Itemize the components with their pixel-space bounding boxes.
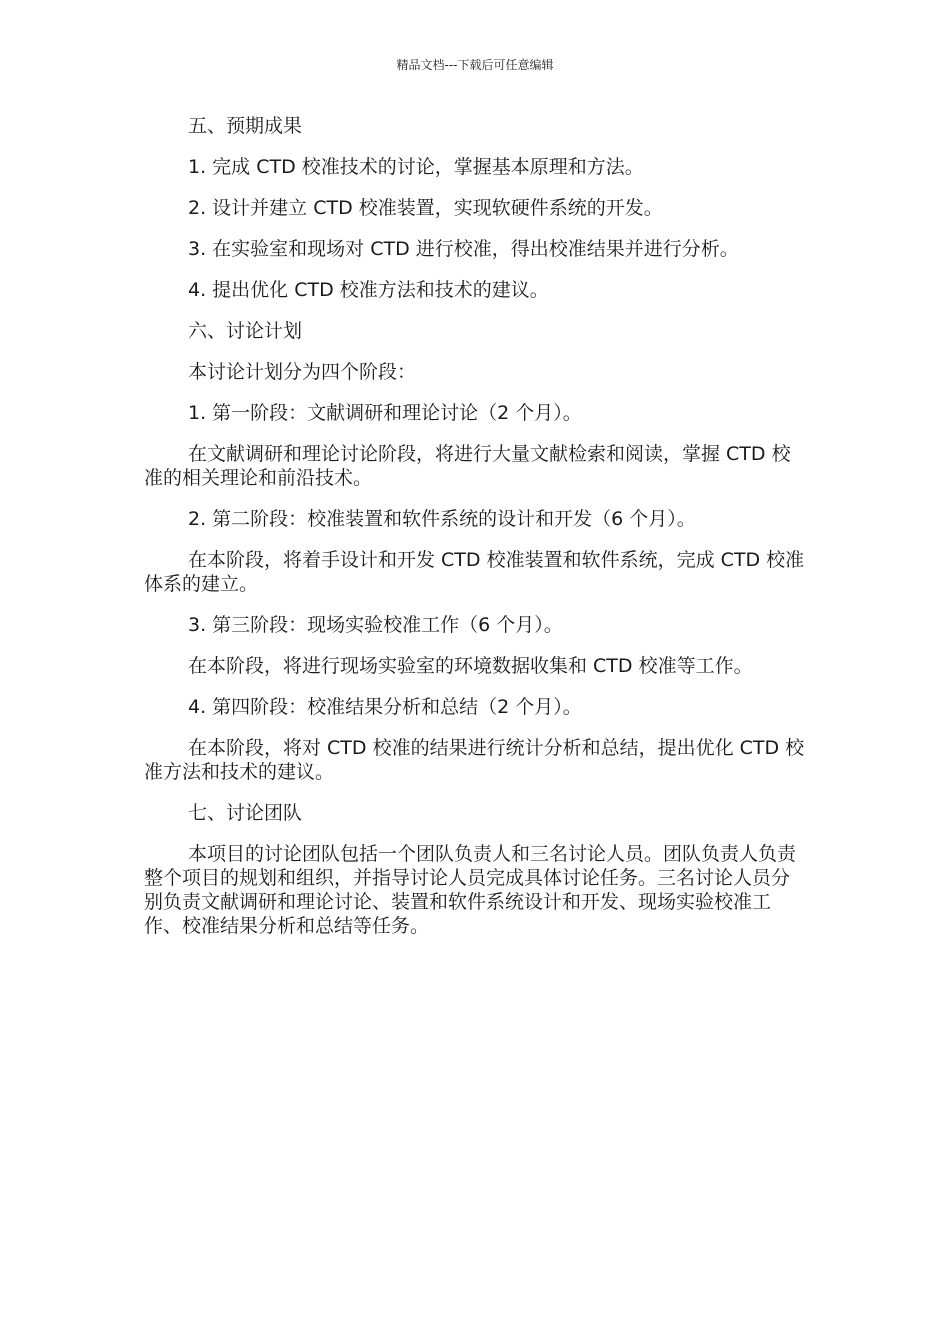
plan-stage-3-title: 3. 第三阶段：现场实验校准工作（6 个月）。 — [188, 614, 563, 636]
list-item-result-4: 4. 提出优化 CTD 校准方法和技术的建议。 — [188, 279, 549, 301]
list-item-result-2: 2. 设计并建立 CTD 校准装置，实现软硬件系统的开发。 — [188, 197, 663, 219]
list-item-result-1: 1. 完成 CTD 校准技术的讨论，掌握基本原理和方法。 — [188, 156, 644, 178]
section-heading-team: 七、讨论团队 — [188, 802, 303, 824]
section-heading-expected-results: 五、预期成果 — [188, 115, 303, 137]
page-header: 精品文档---下载后可任意编辑 — [396, 58, 554, 72]
plan-stage-1-title: 1. 第一阶段：文献调研和理论讨论（2 个月）。 — [188, 402, 582, 424]
team-description: 本项目的讨论团队包括一个团队负责人和三名讨论人员。团队负责人负责整个项目的规划和组织，并指导讨论人员完成具体讨论任务。三名讨论人员分别负责文献调研和理论讨论、装置和软件系统设计和开发、现场实验校准工作、校准结果分析和总结等任务。 — [144, 843, 797, 937]
section-heading-plan: 六、讨论计划 — [188, 320, 303, 342]
list-item-result-3: 3. 在实验室和现场对 CTD 进行校准，得出校准结果并进行分析。 — [188, 238, 739, 260]
plan-stage-4-description: 在本阶段，将对 CTD 校准的结果进行统计分析和总结，提出优化 CTD 校准方法和技术的建议。 — [144, 737, 805, 783]
plan-stage-1-description: 在文献调研和理论讨论阶段，将进行大量文献检索和阅读，掌握 CTD 校准的相关理论和前沿技术。 — [144, 443, 791, 489]
plan-intro: 本讨论计划分为四个阶段： — [188, 361, 417, 383]
plan-stage-2-title: 2. 第二阶段：校准装置和软件系统的设计和开发（6 个月）。 — [188, 508, 696, 530]
plan-stage-4-title: 4. 第四阶段：校准结果分析和总结（2 个月）。 — [188, 696, 582, 718]
document-body — [144, 114, 808, 955]
plan-stage-2-description: 在本阶段，将着手设计和开发 CTD 校准装置和软件系统，完成 CTD 校准体系的建立。 — [144, 549, 805, 595]
plan-stage-3-description: 在本阶段，将进行现场实验室的环境数据收集和 CTD 校准等工作。 — [188, 655, 753, 677]
